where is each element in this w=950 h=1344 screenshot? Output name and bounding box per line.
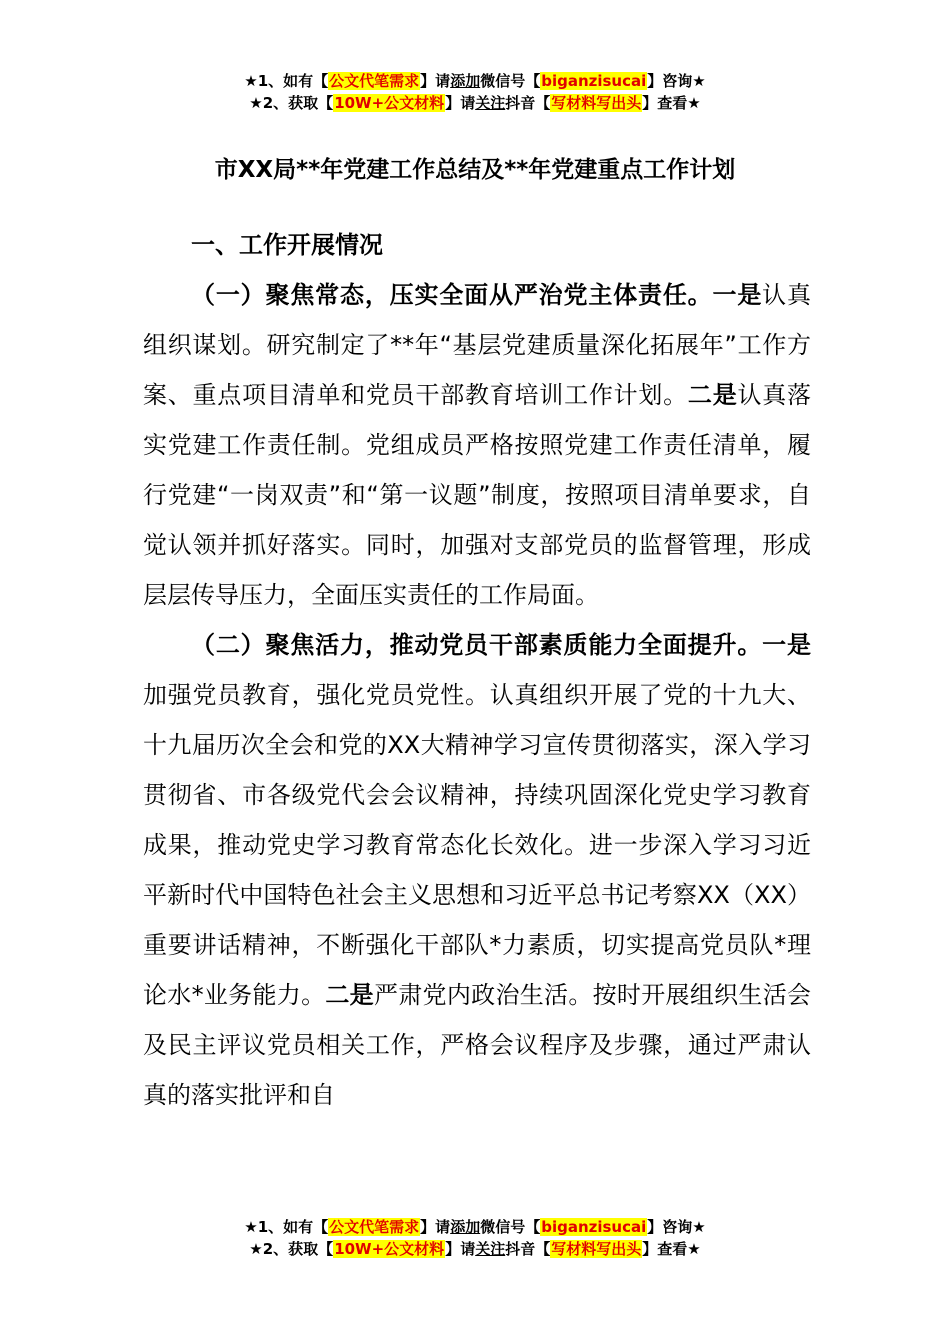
promo-banner-top	[0, 70, 950, 114]
promo-text: 】请	[445, 1240, 476, 1258]
promo-underlined: 关注	[475, 1240, 506, 1258]
paragraph-text: 认真落实党建工作责任制。党组成员严格按照党建工作责任清单，履行党建“一岗双责”和“第一议题”制度，按照项目清单要求，自觉认领并抓好落实。同时，加强对支部党员的监督管理，形成层层传导压力，全面压实责任的工作局面。	[143, 381, 812, 609]
promo-text: 】请	[420, 1218, 451, 1236]
promo-highlight: 写材料写出头	[551, 1240, 642, 1258]
paragraph-2	[143, 620, 811, 1120]
promo-line-1	[0, 70, 950, 92]
section-heading: 一、工作开展情况	[191, 231, 383, 259]
promo-text: 抖音【	[505, 1240, 551, 1258]
paragraph-text: 加强党员教育，强化党员党性。认真组织开展了党的十九大、十九届历次全会和党的XX大精神学习宣传贯彻落实，深入学习贯彻省、市各级党代会会议精神，持续巩固深化党史学习教育成果，推动党史学习教育常态化长效化。进一步深入学习习近平新时代中国特色社会主义思想和习近平总书记考察XX（XX）重要讲话精神，不断强化干部队*力素质，切实提高党员队*理论水*业务能力。	[143, 681, 811, 1009]
promo-highlight: 写材料写出头	[551, 94, 642, 112]
paragraph-keyword: 一是	[762, 631, 812, 659]
promo-text: 】查看★	[642, 94, 701, 112]
promo-underlined: 关注	[475, 94, 506, 112]
paragraph-1	[143, 270, 811, 620]
promo-text: ★1、如有【	[244, 72, 329, 90]
promo-highlight: biganzisucai	[541, 72, 647, 90]
promo-text: ★2、获取【	[249, 94, 334, 112]
paragraph-lead: （二）聚焦活力，推动党员干部素质能力全面提升。	[191, 631, 763, 659]
promo-highlight: 10W+公文材料	[334, 1240, 445, 1258]
promo-highlight: biganzisucai	[541, 1218, 647, 1236]
promo-text: 抖音【	[505, 94, 551, 112]
document-title: 市XX局**年党建工作总结及**年党建重点工作计划	[214, 157, 736, 183]
promo-text: 】请	[445, 94, 476, 112]
promo-highlight: 公文代笔需求	[329, 1218, 420, 1236]
promo-underlined: 添加	[450, 1218, 481, 1236]
paragraph-keyword: 二是	[325, 981, 374, 1009]
promo-line-2	[0, 92, 950, 114]
promo-text: 】请	[420, 72, 451, 90]
promo-text: 微信号【	[480, 72, 541, 90]
promo-banner-bottom	[0, 1216, 950, 1260]
promo-line-1	[0, 1216, 950, 1238]
promo-text: ★1、如有【	[244, 1218, 329, 1236]
promo-highlight: 公文代笔需求	[329, 72, 420, 90]
paragraph-keyword: 二是	[687, 381, 738, 409]
promo-text: 】查看★	[642, 1240, 701, 1258]
promo-highlight: 10W+公文材料	[334, 94, 445, 112]
paragraph-text: 认真组织谋划。研究制定了**年“基层党建质量深化拓展年”工作方案、重点项目清单和党员干部教育培训工作计划。	[143, 281, 812, 409]
paragraph-text: 严肃党内政治生活。按时开展组织生活会及民主评议党员相关工作，严格会议程序及步骤，通过严肃认真的落实批评和自	[143, 981, 812, 1109]
promo-text: 微信号【	[480, 1218, 541, 1236]
promo-text: 】咨询★	[647, 72, 706, 90]
promo-line-2	[0, 1238, 950, 1260]
promo-underlined: 添加	[450, 72, 481, 90]
promo-text: ★2、获取【	[249, 1240, 334, 1258]
paragraph-lead: （一）聚焦常态，压实全面从严治党主体责任。一是	[191, 281, 763, 309]
promo-text: 】咨询★	[647, 1218, 706, 1236]
document-body	[143, 220, 811, 1120]
